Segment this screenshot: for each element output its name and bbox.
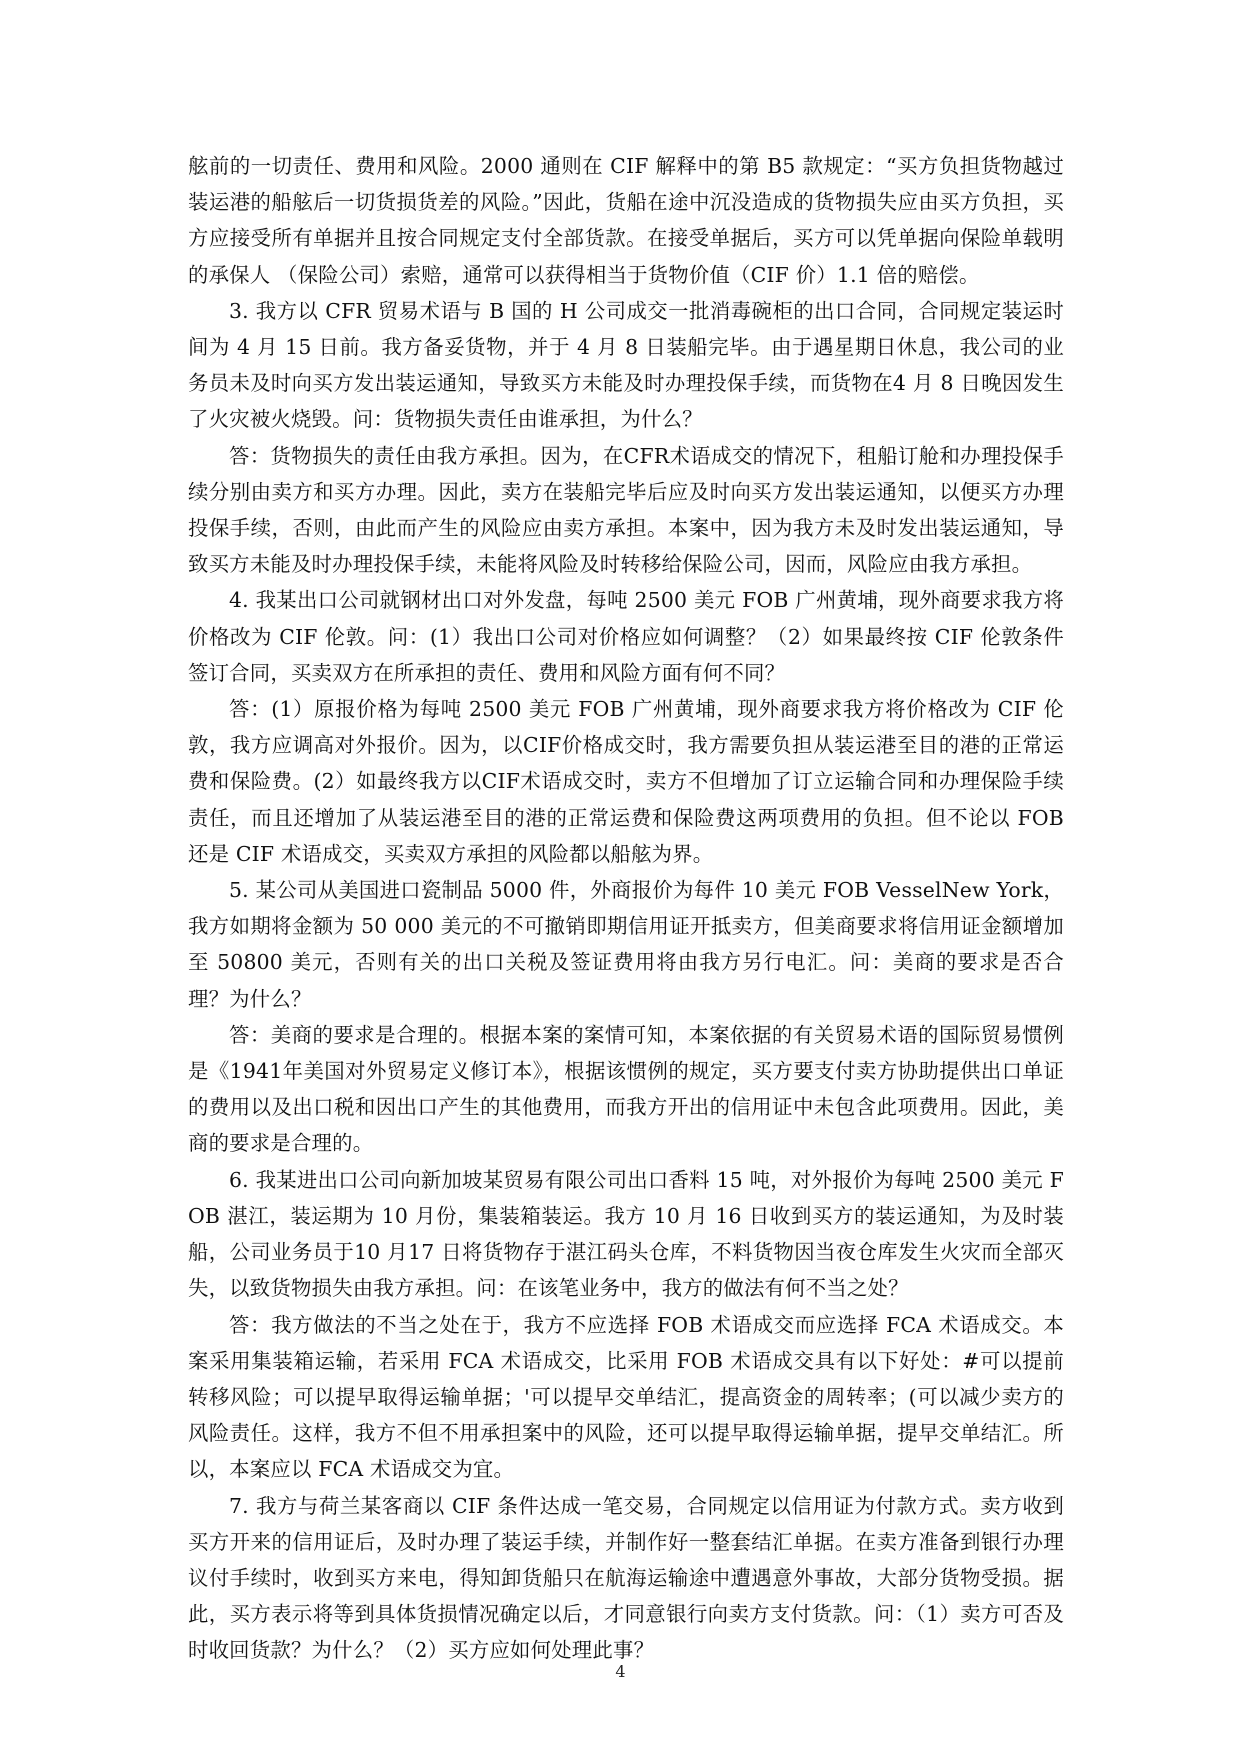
question-7: 7. 我方与荷兰某客商以 CIF 条件达成一笔交易，合同规定以信用证为付款方式。卖方收到买方开来的信用证后，及时办理了装运手续，并制作好一整套结汇单据。在卖方准备到银行办理议付手续时，收到买方来电，得知卸货船只在航海运输途中遭遇意外事故，大部分货物受损。据此，买方表示将等到具体货损情况确定以后，才同意银行向卖方支付货款。问：（1）卖方可否及时收回货款？为什么？（2）买方应如何处理此事？: [188, 1493, 1064, 1663]
question-4: 4. 我某出口公司就钢材出口对外发盘，每吨 2500 美元 FOB 广州黄埔，现外商要求我方将价格改为 CIF 伦敦。问：(1）我出口公司对价格应如何调整？（2）如果最终按 CIF 伦敦条件签订合同，买卖双方在所承担的责任、费用和风险方面有何不同？: [188, 588, 1064, 685]
answer-6: 答：我方做法的不当之处在于，我方不应选择 FOB 术语成交而应选择 FCA 术语成交。本案采用集装箱运输，若采用 FCA 术语成交，比采用 FOB 术语成交具有以下好处：#可以提前转移风险；可以提早取得运输单据；'可以提早交单结汇，提高资金的周转率；(可以减少卖方的风险责任。这样，我方不但不用承担案中的风险，还可以提早取得运输单据，提早交单结汇。所以，本案应以 FCA 术语成交为宜。: [188, 1312, 1064, 1482]
question-5: 5. 某公司从美国进口瓷制品 5000 件，外商报价为每件 10 美元 FOB VesselNew York，我方如期将金额为 50 000 美元的不可撤销即期信用证开抵卖方，但美商要求将信用证金额增加至 50800 美元，否则有关的出口关税及签证费用将由我方另行电汇。问：美商的要求是否合理？为什么？: [188, 878, 1064, 1011]
answer-3: 答：货物损失的责任由我方承担。因为，在CFR术语成交的情况下，租船订舱和办理投保手续分别由卖方和买方办理。因此，卖方在装船完毕后应及时向买方发出装运通知，以便买方办理投保手续，否则，由此而产生的风险应由卖方承担。本案中，因为我方未及时发出装运通知，导致买方未能及时办理投保手续，未能将风险及时转移给保险公司，因而，风险应由我方承担。: [188, 443, 1064, 577]
paragraph-continuation: 舷前的一切责任、费用和风险。2000 通则在 CIF 解释中的第 B5 款规定：“买方负担货物越过装运港的船舷后一切货损货差的风险。”因此，货船在途中沉没造成的货物损失应由买方负担，买方应接受所有单据并且按合同规定支付全部货款。在接受单据后，买方可以凭单据向保险单载明的承保人 （保险公司）索赔，通常可以获得相当于货物价值（CIF 价）1.1 倍的赔偿。: [188, 154, 1064, 287]
document-body: [188, 148, 1064, 1669]
question-3: 3. 我方以 CFR 贸易术语与 B 国的 H 公司成交一批消毒碗柜的出口合同，合同规定装运时间为 4 月 15 日前。我方备妥货物，并于 4 月 8 日装船完毕。由于遇星期日休息，我公司的业务员未及时向买方发出装运通知，导致买方未能及时办理投保手续，而货物在4 月 8 日晚因发生了火灾被火烧毁。问：货物损失责任由谁承担，为什么？: [188, 298, 1064, 432]
answer-4: 答：(1）原报价格为每吨 2500 美元 FOB 广州黄埔，现外商要求我方将价格改为 CIF 伦敦，我方应调高对外报价。因为，以CIF价格成交时，我方需要负担从装运港至目的港的正常运费和保险费。(2）如最终我方以CIF术语成交时，卖方不但增加了订立运输合同和办理保险手续责任，而且还增加了从装运港至目的港的正常运费和保险费这两项费用的负担。但不论以 FOB 还是 CIF 术语成交，买卖双方承担的风险都以船舷为界。: [188, 697, 1064, 866]
question-6: 6. 我某进出口公司向新加坡某贸易有限公司出口香料 15 吨，对外报价为每吨 2500 美元 FOB 湛江，装运期为 10 月份，集装箱装运。我方 10 月 16 日收到买方的装运通知，为及时装船，公司业务员于10 月17 日将货物存于湛江码头仓库，不料货物因当夜仓库发生火灾而全部灭失，以致货物损失由我方承担。问：在该笔业务中，我方的做法有何不当之处？: [188, 1167, 1064, 1301]
answer-5: 答：美商的要求是合理的。根据本案的案情可知，本案依据的有关贸易术语的国际贸易惯例是《1941年美国对外贸易定义修订本》，根据该惯例的规定，买方要支付卖方协助提供出口单证的费用以及出口税和因出口产生的其他费用，而我方开出的信用证中未包含此项费用。因此，美商的要求是合理的。: [188, 1022, 1064, 1156]
page-number: 4: [615, 1662, 626, 1681]
